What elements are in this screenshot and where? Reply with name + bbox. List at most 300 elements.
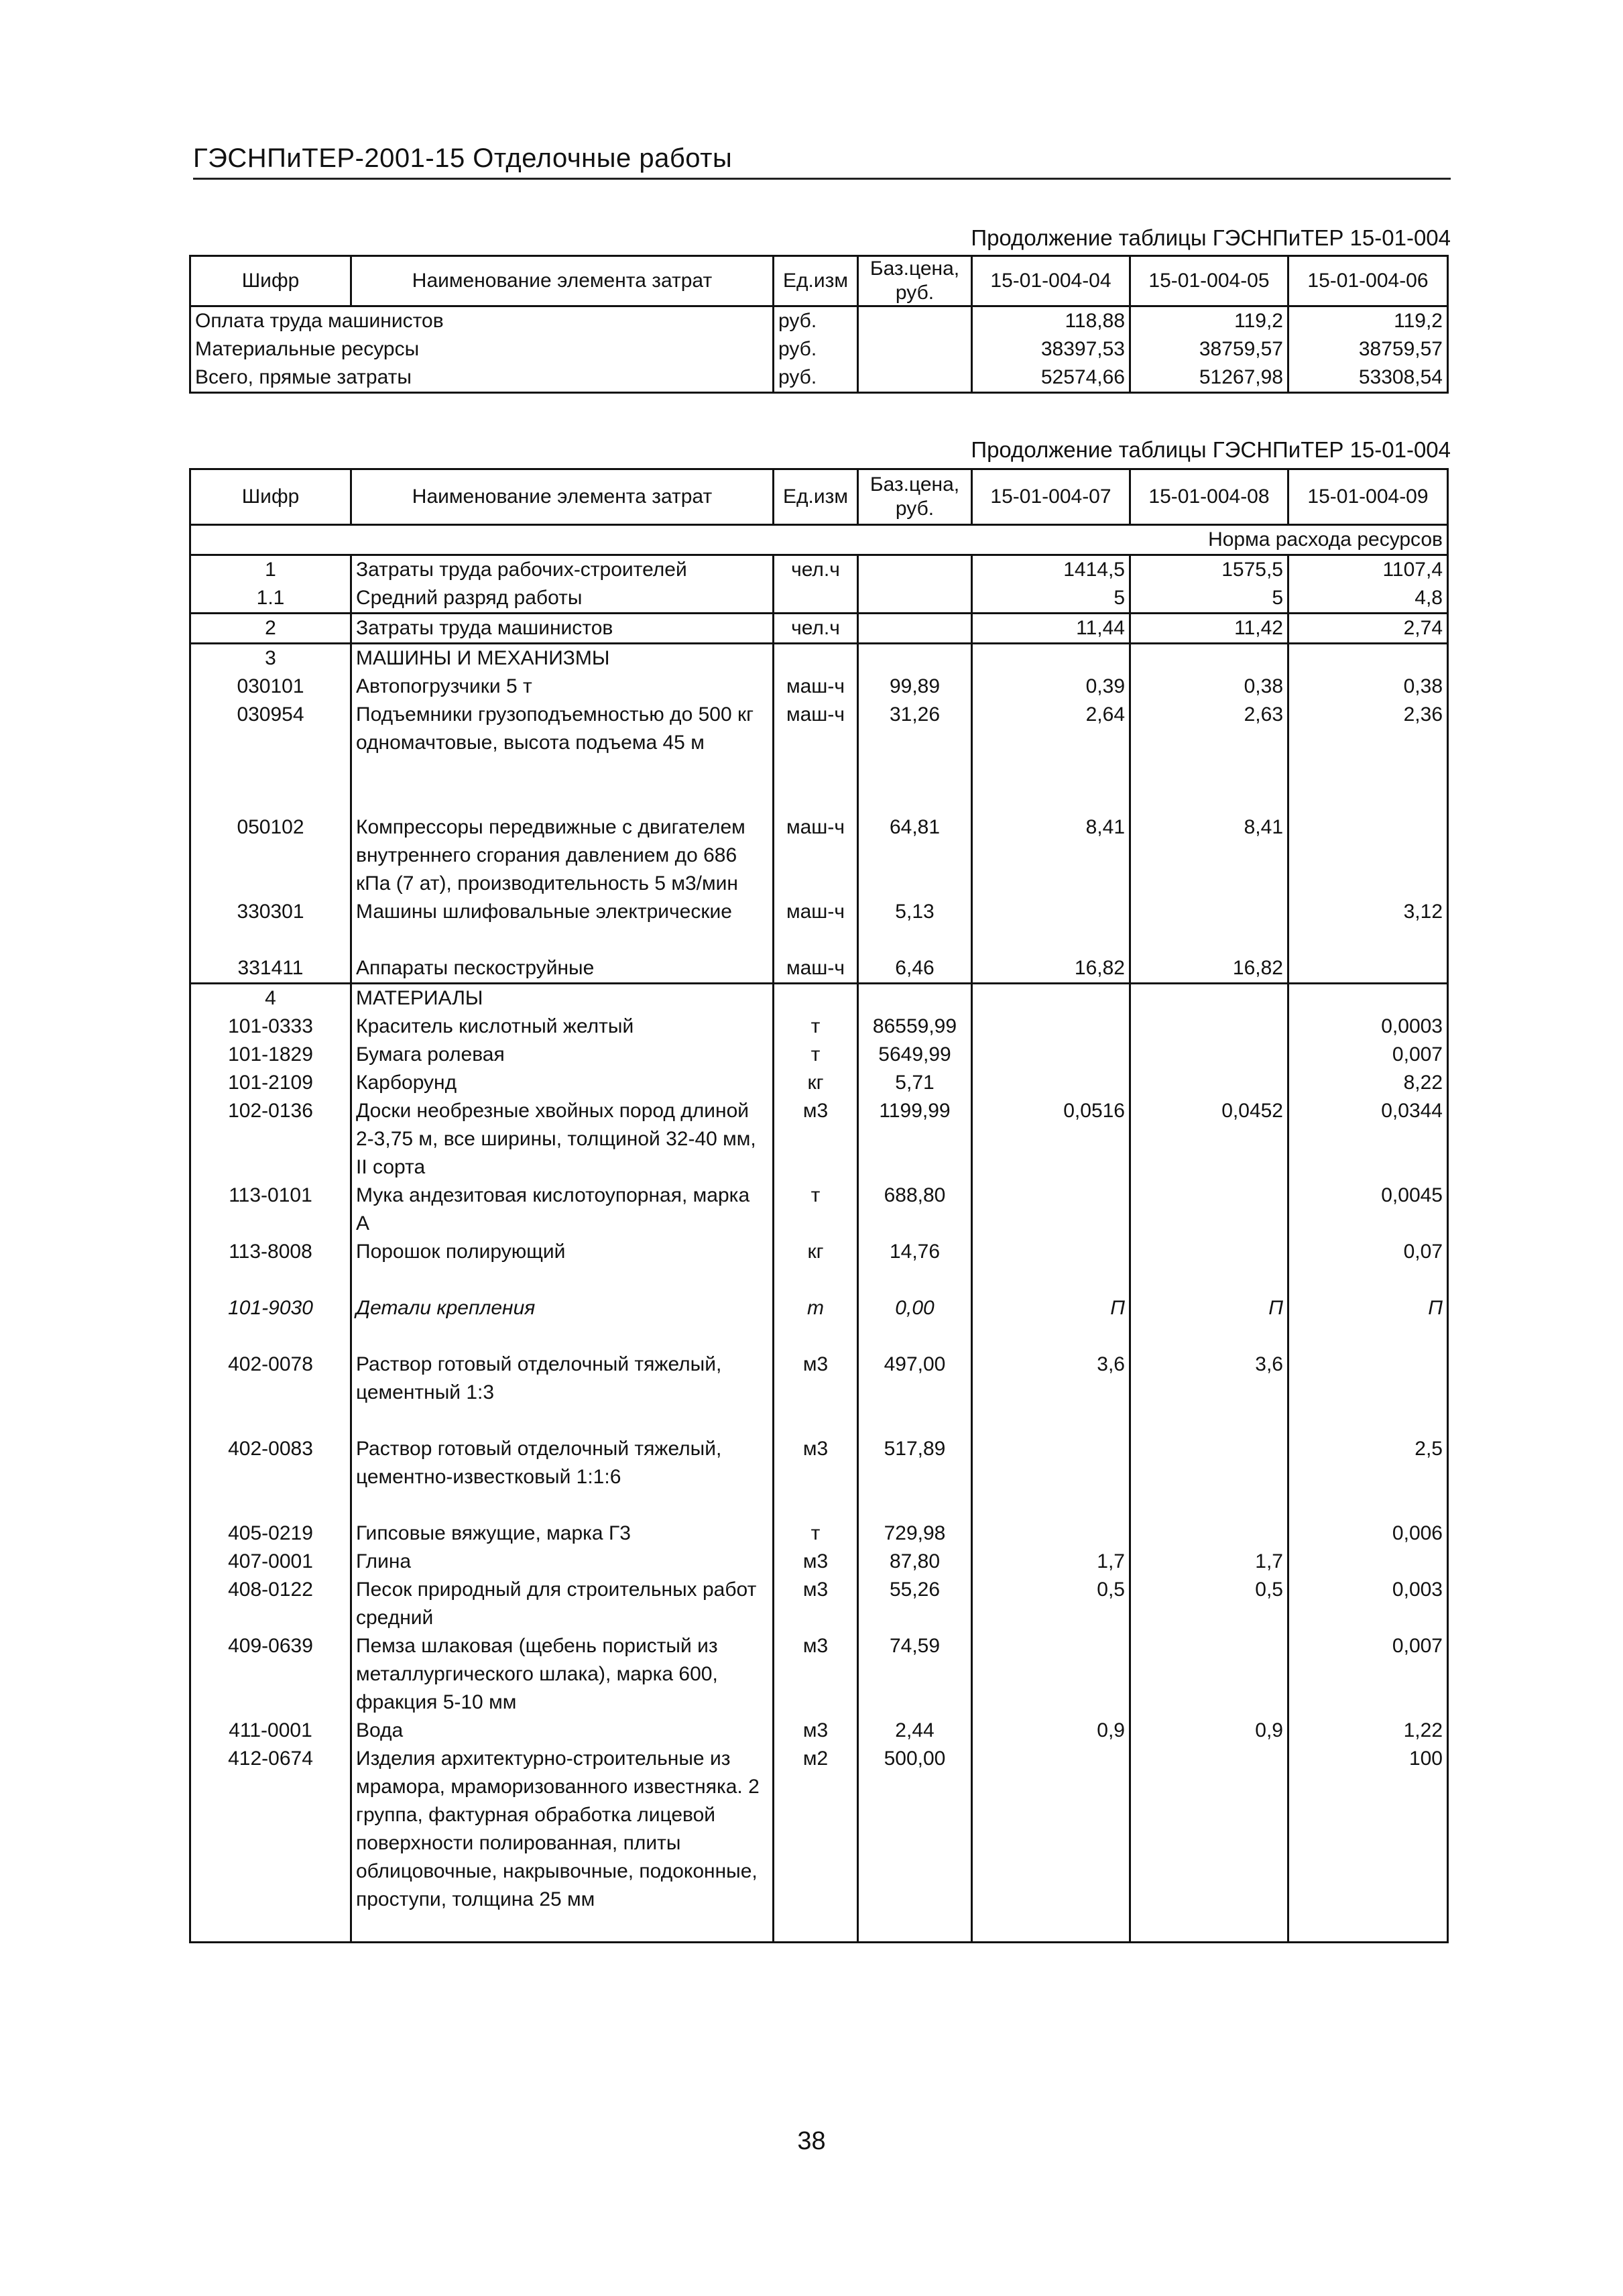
spacer-row — [190, 757, 1448, 813]
spacer-cell — [190, 1407, 351, 1435]
table-row — [190, 1435, 1448, 1491]
row-name: Детали крепления — [351, 1294, 774, 1322]
table-row — [190, 701, 1448, 757]
table-row — [190, 1041, 1448, 1069]
row-unit: т — [774, 1519, 858, 1548]
row-v2 — [1130, 1013, 1288, 1041]
cost-summary-table — [189, 255, 1449, 394]
table2-caption: Продолжение таблицы ГЭСНПиТЕР 15-01-004 — [971, 437, 1451, 462]
row-v2: 5 — [1130, 584, 1288, 614]
row-v2: 0,5 — [1130, 1576, 1288, 1632]
row-unit: маш-ч — [774, 898, 858, 926]
row-v3: 8,22 — [1288, 1069, 1448, 1097]
table-row — [190, 1632, 1448, 1717]
row-v1 — [972, 1041, 1130, 1069]
row-code: 330301 — [190, 898, 351, 926]
spacer-cell — [774, 1914, 858, 1942]
row-name: Карборунд — [351, 1069, 774, 1097]
table2-col-unit: Ед.изм — [774, 469, 858, 525]
row-unit: м3 — [774, 1717, 858, 1745]
row-code: 402-0078 — [190, 1351, 351, 1407]
spacer-cell — [858, 1322, 972, 1351]
row-price: 0,00 — [858, 1294, 972, 1322]
spacer-cell — [190, 1914, 351, 1942]
row-unit: т — [774, 1182, 858, 1238]
row-code: 101-2109 — [190, 1069, 351, 1097]
spacer-row — [190, 926, 1448, 954]
spacer-cell — [351, 926, 774, 954]
row-price: 517,89 — [858, 1435, 972, 1491]
spacer-cell — [774, 1266, 858, 1294]
row-v3: 0,07 — [1288, 1238, 1448, 1266]
row-unit — [774, 984, 858, 1013]
row-code: 1 — [190, 555, 351, 585]
row-v1 — [972, 644, 1130, 673]
row-v3: 0,006 — [1288, 1519, 1448, 1548]
row-price: 14,76 — [858, 1238, 972, 1266]
row-name: Компрессоры передвижные с двигателем внутреннего сгорания давлением до 686 кПа (7 ат), производительность 5 м3/мин — [351, 813, 774, 898]
table-row — [190, 984, 1448, 1013]
row-name: МАШИНЫ И МЕХАНИЗМЫ — [351, 644, 774, 673]
row-v1 — [972, 1182, 1130, 1238]
row-v2 — [1130, 1632, 1288, 1717]
norm-label-row — [190, 525, 1448, 555]
row-v3: 4,8 — [1288, 584, 1448, 614]
row-name: Доски необрезные хвойных пород длиной 2-3,75 м, все ширины, толщиной 32-40 мм, II сорта — [351, 1097, 774, 1182]
row-code: 411-0001 — [190, 1717, 351, 1745]
spacer-cell — [774, 1407, 858, 1435]
row-price — [858, 306, 972, 336]
table-row — [190, 898, 1448, 926]
row-name: Краситель кислотный желтый — [351, 1013, 774, 1041]
row-name: Раствор готовый отделочный тяжелый, цементно-известковый 1:1:6 — [351, 1435, 774, 1491]
spacer-cell — [351, 1491, 774, 1519]
table-row — [190, 644, 1448, 673]
spacer-cell — [972, 1491, 1130, 1519]
table-row — [190, 1097, 1448, 1182]
table2-col-v3: 15-01-004-09 — [1288, 469, 1448, 525]
row-price: 86559,99 — [858, 1013, 972, 1041]
row-v2 — [1130, 898, 1288, 926]
row-name: Всего, прямые затраты — [190, 363, 774, 393]
row-v1 — [972, 898, 1130, 926]
spacer-cell — [972, 1914, 1130, 1942]
row-price: 1199,99 — [858, 1097, 972, 1182]
spacer-cell — [1130, 1322, 1288, 1351]
row-code: 405-0219 — [190, 1519, 351, 1548]
spacer-cell — [1288, 926, 1448, 954]
spacer-cell — [858, 926, 972, 954]
row-unit: маш-ч — [774, 954, 858, 984]
spacer-cell — [972, 1322, 1130, 1351]
row-unit: маш-ч — [774, 813, 858, 898]
row-price — [858, 335, 972, 363]
spacer-cell — [1288, 1491, 1448, 1519]
row-name: Песок природный для строительных работ средний — [351, 1576, 774, 1632]
table1-col-price: Баз.цена, руб. — [858, 256, 972, 306]
row-v3: 2,74 — [1288, 614, 1448, 644]
row-v3: 1107,4 — [1288, 555, 1448, 585]
row-price: 729,98 — [858, 1519, 972, 1548]
row-v2: 0,38 — [1130, 673, 1288, 701]
table-row — [190, 1238, 1448, 1266]
row-v3: П — [1288, 1294, 1448, 1322]
table1-col-name: Наименование элемента затрат — [351, 256, 774, 306]
row-v2 — [1130, 1182, 1288, 1238]
row-name: МАТЕРИАЛЫ — [351, 984, 774, 1013]
spacer-cell — [1130, 1914, 1288, 1942]
page-header: ГЭСНПиТЕР-2001-15 Отделочные работы — [193, 144, 1451, 180]
row-v1: 16,82 — [972, 954, 1130, 984]
table-row — [190, 1294, 1448, 1322]
row-name: Гипсовые вяжущие, марка Г3 — [351, 1519, 774, 1548]
row-price — [858, 584, 972, 614]
spacer-cell — [1288, 1914, 1448, 1942]
table1-header-row — [190, 256, 1448, 306]
row-code: 101-1829 — [190, 1041, 351, 1069]
row-v2: 51267,98 — [1130, 363, 1288, 393]
row-unit: маш-ч — [774, 701, 858, 757]
table1-col-v2: 15-01-004-05 — [1130, 256, 1288, 306]
row-v3: 0,0003 — [1288, 1013, 1448, 1041]
row-v1 — [972, 1238, 1130, 1266]
row-v1: 8,41 — [972, 813, 1130, 898]
spacer-cell — [1130, 1266, 1288, 1294]
row-code: 101-0333 — [190, 1013, 351, 1041]
spacer-cell — [1288, 1266, 1448, 1294]
row-v2 — [1130, 984, 1288, 1013]
row-v1: 2,64 — [972, 701, 1130, 757]
spacer-cell — [972, 1407, 1130, 1435]
row-v2: 1575,5 — [1130, 555, 1288, 585]
row-name: Глина — [351, 1548, 774, 1576]
row-v3: 53308,54 — [1288, 363, 1448, 393]
spacer-row — [190, 1491, 1448, 1519]
row-v1 — [972, 1745, 1130, 1914]
row-code: 030954 — [190, 701, 351, 757]
row-v3: 0,007 — [1288, 1632, 1448, 1717]
spacer-cell — [1130, 1491, 1288, 1519]
row-v1 — [972, 1632, 1130, 1717]
row-unit: кг — [774, 1238, 858, 1266]
row-price: 6,46 — [858, 954, 972, 984]
spacer-cell — [774, 1322, 858, 1351]
row-unit: м3 — [774, 1351, 858, 1407]
table-row — [190, 673, 1448, 701]
row-unit: м2 — [774, 1745, 858, 1914]
spacer-cell — [351, 1266, 774, 1294]
spacer-cell — [774, 926, 858, 954]
spacer-row — [190, 1914, 1448, 1942]
row-v3 — [1288, 954, 1448, 984]
table-row — [190, 1351, 1448, 1407]
row-v3: 38759,57 — [1288, 335, 1448, 363]
spacer-cell — [1130, 1407, 1288, 1435]
row-v3: 0,38 — [1288, 673, 1448, 701]
row-v1: 118,88 — [972, 306, 1130, 336]
spacer-cell — [190, 757, 351, 813]
spacer-cell — [972, 926, 1130, 954]
row-v1: 1,7 — [972, 1548, 1130, 1576]
row-v2: 0,9 — [1130, 1717, 1288, 1745]
spacer-cell — [190, 926, 351, 954]
spacer-cell — [774, 1491, 858, 1519]
row-v2: 3,6 — [1130, 1351, 1288, 1407]
row-price: 64,81 — [858, 813, 972, 898]
spacer-cell — [351, 1407, 774, 1435]
spacer-cell — [774, 757, 858, 813]
row-v3 — [1288, 644, 1448, 673]
row-unit: маш-ч — [774, 673, 858, 701]
spacer-row — [190, 1322, 1448, 1351]
row-name: Оплата труда машинистов — [190, 306, 774, 336]
row-code: 2 — [190, 614, 351, 644]
row-v3 — [1288, 1351, 1448, 1407]
row-price: 497,00 — [858, 1351, 972, 1407]
resource-norms-table — [189, 468, 1449, 1943]
spacer-cell — [858, 1914, 972, 1942]
row-v1: 0,39 — [972, 673, 1130, 701]
row-v3 — [1288, 813, 1448, 898]
table-row — [190, 1576, 1448, 1632]
row-unit: м3 — [774, 1576, 858, 1632]
spacer-row — [190, 1266, 1448, 1294]
table1-caption: Продолжение таблицы ГЭСНПиТЕР 15-01-004 — [971, 225, 1451, 250]
table2-col-code: Шифр — [190, 469, 351, 525]
row-v2: П — [1130, 1294, 1288, 1322]
table-row — [190, 1013, 1448, 1041]
row-v2: 119,2 — [1130, 306, 1288, 336]
row-v3: 2,5 — [1288, 1435, 1448, 1491]
row-v1: 0,5 — [972, 1576, 1130, 1632]
row-v3 — [1288, 1548, 1448, 1576]
spacer-cell — [1130, 926, 1288, 954]
row-price — [858, 363, 972, 393]
row-code: 412-0674 — [190, 1745, 351, 1914]
row-code: 407-0001 — [190, 1548, 351, 1576]
spacer-cell — [972, 757, 1130, 813]
row-price: 55,26 — [858, 1576, 972, 1632]
row-v2: 11,42 — [1130, 614, 1288, 644]
row-code: 030101 — [190, 673, 351, 701]
row-name: Затраты труда машинистов — [351, 614, 774, 644]
row-unit: т — [774, 1294, 858, 1322]
row-price: 5,13 — [858, 898, 972, 926]
row-unit: руб. — [774, 363, 858, 393]
spacer-cell — [858, 1407, 972, 1435]
row-name: Бумага ролевая — [351, 1041, 774, 1069]
spacer-cell — [190, 1322, 351, 1351]
spacer-row — [190, 1407, 1448, 1435]
row-v2 — [1130, 1745, 1288, 1914]
row-code: 3 — [190, 644, 351, 673]
spacer-cell — [351, 1322, 774, 1351]
row-v1: 52574,66 — [972, 363, 1130, 393]
spacer-cell — [1288, 1322, 1448, 1351]
row-v3: 0,003 — [1288, 1576, 1448, 1632]
row-code: 1.1 — [190, 584, 351, 614]
row-name: Затраты труда рабочих-строителей — [351, 555, 774, 585]
row-name: Изделия архитектурно-строительные из мрамора, мраморизованного известняка. 2 группа, фактурная обработка лицевой поверхности полированная, плиты облицовочные, накрывочные, подоконные, проступи, толщина 25 мм — [351, 1745, 774, 1914]
row-price: 87,80 — [858, 1548, 972, 1576]
table2-body — [190, 525, 1448, 1943]
row-name: Материальные ресурсы — [190, 335, 774, 363]
table-row — [190, 306, 1448, 336]
table-row — [190, 614, 1448, 644]
row-name: Средний разряд работы — [351, 584, 774, 614]
row-unit: м3 — [774, 1632, 858, 1717]
spacer-cell — [858, 757, 972, 813]
table2-col-v1: 15-01-004-07 — [972, 469, 1130, 525]
row-name: Подъемники грузоподъемностью до 500 кг одномачтовые, высота подъема 45 м — [351, 701, 774, 757]
row-price — [858, 555, 972, 585]
row-code: 113-0101 — [190, 1182, 351, 1238]
row-unit: м3 — [774, 1097, 858, 1182]
row-code: 409-0639 — [190, 1632, 351, 1717]
row-unit — [774, 644, 858, 673]
row-v1 — [972, 1435, 1130, 1491]
row-price: 500,00 — [858, 1745, 972, 1914]
row-price — [858, 644, 972, 673]
row-v2 — [1130, 644, 1288, 673]
row-unit: т — [774, 1013, 858, 1041]
row-code: 4 — [190, 984, 351, 1013]
spacer-cell — [351, 1914, 774, 1942]
row-name: Вода — [351, 1717, 774, 1745]
row-v2 — [1130, 1519, 1288, 1548]
spacer-cell — [190, 1491, 351, 1519]
row-v2 — [1130, 1435, 1288, 1491]
row-v2 — [1130, 1041, 1288, 1069]
row-v1 — [972, 1519, 1130, 1548]
row-name: Машины шлифовальные электрические — [351, 898, 774, 926]
row-v1: 38397,53 — [972, 335, 1130, 363]
row-v1: 0,0516 — [972, 1097, 1130, 1182]
row-v1: 0,9 — [972, 1717, 1130, 1745]
row-price: 74,59 — [858, 1632, 972, 1717]
row-v2: 8,41 — [1130, 813, 1288, 898]
spacer-cell — [972, 1266, 1130, 1294]
row-price: 2,44 — [858, 1717, 972, 1745]
row-v3: 119,2 — [1288, 306, 1448, 336]
table-row — [190, 1182, 1448, 1238]
spacer-cell — [1288, 757, 1448, 813]
row-v3: 0,007 — [1288, 1041, 1448, 1069]
table-row — [190, 813, 1448, 898]
row-unit — [774, 584, 858, 614]
page-number: 38 — [797, 2127, 826, 2155]
table-row — [190, 1519, 1448, 1548]
row-v2 — [1130, 1238, 1288, 1266]
row-name: Аппараты пескоструйные — [351, 954, 774, 984]
row-price — [858, 614, 972, 644]
table2-col-v2: 15-01-004-08 — [1130, 469, 1288, 525]
row-v1: П — [972, 1294, 1130, 1322]
spacer-cell — [351, 757, 774, 813]
table1-col-v1: 15-01-004-04 — [972, 256, 1130, 306]
row-v1 — [972, 1069, 1130, 1097]
row-code: 102-0136 — [190, 1097, 351, 1182]
row-v3: 0,0045 — [1288, 1182, 1448, 1238]
row-v3: 2,36 — [1288, 701, 1448, 757]
row-v1: 5 — [972, 584, 1130, 614]
row-price: 5,71 — [858, 1069, 972, 1097]
row-code: 101-9030 — [190, 1294, 351, 1322]
row-v2: 0,0452 — [1130, 1097, 1288, 1182]
row-unit: чел.ч — [774, 555, 858, 585]
spacer-cell — [190, 1266, 351, 1294]
row-v2: 38759,57 — [1130, 335, 1288, 363]
row-code: 402-0083 — [190, 1435, 351, 1491]
spacer-cell — [858, 1491, 972, 1519]
spacer-cell — [1130, 757, 1288, 813]
table-row — [190, 555, 1448, 585]
row-v2: 1,7 — [1130, 1548, 1288, 1576]
row-name: Автопогрузчики 5 т — [351, 673, 774, 701]
table-row — [190, 584, 1448, 614]
row-v3: 100 — [1288, 1745, 1448, 1914]
table-row — [190, 1069, 1448, 1097]
row-name: Пемза шлаковая (щебень пористый из металлургического шлака), марка 600, фракция 5-10 мм — [351, 1632, 774, 1717]
table2-col-name: Наименование элемента затрат — [351, 469, 774, 525]
norm-label: Норма расхода ресурсов — [190, 525, 1448, 555]
row-code: 113-8008 — [190, 1238, 351, 1266]
row-v1: 3,6 — [972, 1351, 1130, 1407]
table-row — [190, 1717, 1448, 1745]
table1-col-code: Шифр — [190, 256, 351, 306]
spacer-cell — [1288, 1407, 1448, 1435]
row-unit: руб. — [774, 306, 858, 336]
row-v3: 3,12 — [1288, 898, 1448, 926]
row-code: 050102 — [190, 813, 351, 898]
row-code: 408-0122 — [190, 1576, 351, 1632]
table1-col-unit: Ед.изм — [774, 256, 858, 306]
row-name: Порошок полирующий — [351, 1238, 774, 1266]
table-row — [190, 363, 1448, 393]
row-unit: чел.ч — [774, 614, 858, 644]
row-price: 99,89 — [858, 673, 972, 701]
row-unit: кг — [774, 1069, 858, 1097]
table-row — [190, 335, 1448, 363]
row-unit: руб. — [774, 335, 858, 363]
table1-col-v3: 15-01-004-06 — [1288, 256, 1448, 306]
row-v3: 0,0344 — [1288, 1097, 1448, 1182]
row-unit: т — [774, 1041, 858, 1069]
row-price: 31,26 — [858, 701, 972, 757]
row-v3: 1,22 — [1288, 1717, 1448, 1745]
row-name: Раствор готовый отделочный тяжелый, цементный 1:3 — [351, 1351, 774, 1407]
row-v2: 16,82 — [1130, 954, 1288, 984]
row-unit: м3 — [774, 1435, 858, 1491]
row-v2 — [1130, 1069, 1288, 1097]
row-price: 688,80 — [858, 1182, 972, 1238]
row-v1: 11,44 — [972, 614, 1130, 644]
row-v1 — [972, 1013, 1130, 1041]
row-v1 — [972, 984, 1130, 1013]
table2-header-row — [190, 469, 1448, 525]
row-v3 — [1288, 984, 1448, 1013]
row-v2: 2,63 — [1130, 701, 1288, 757]
row-price — [858, 984, 972, 1013]
table-row — [190, 1745, 1448, 1914]
spacer-cell — [858, 1266, 972, 1294]
table-row — [190, 954, 1448, 984]
table-row — [190, 1548, 1448, 1576]
row-unit: м3 — [774, 1548, 858, 1576]
table2-col-price: Баз.цена, руб. — [858, 469, 972, 525]
row-price: 5649,99 — [858, 1041, 972, 1069]
row-name: Мука андезитовая кислотоупорная, марка А — [351, 1182, 774, 1238]
